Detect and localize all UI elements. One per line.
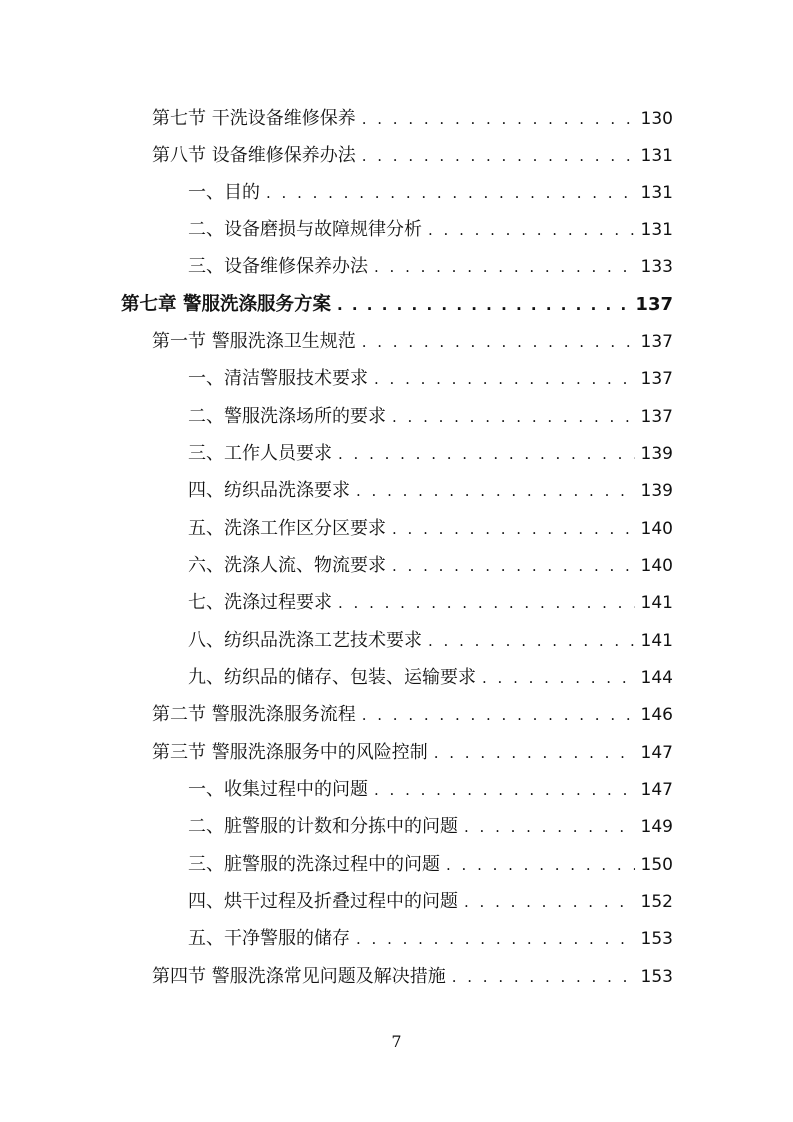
toc-entry-page: 137 xyxy=(640,332,673,352)
toc-dot-leader xyxy=(434,735,635,772)
toc-entry[interactable] xyxy=(188,435,673,472)
toc-entry-page: 139 xyxy=(640,481,673,501)
toc-dot-leader xyxy=(337,287,629,324)
toc-dot-leader xyxy=(338,585,635,622)
toc-entry-title: 八、纺织品洗涤工艺技术要求 xyxy=(188,630,422,651)
toc-entry[interactable] xyxy=(152,958,673,995)
toc-entry-title: 五、干净警服的储存 xyxy=(188,928,350,949)
toc-entry-title: 三、脏警服的洗涤过程中的问题 xyxy=(188,854,440,875)
toc-entry[interactable] xyxy=(188,472,673,509)
toc-entry[interactable] xyxy=(188,547,673,584)
toc-entry-page: 153 xyxy=(640,967,673,987)
toc-entry-title: 一、收集过程中的问题 xyxy=(188,779,368,800)
toc-entry[interactable] xyxy=(188,883,673,920)
toc-entry-title: 二、警服洗涤场所的要求 xyxy=(188,406,386,427)
toc-entry-page: 131 xyxy=(640,220,673,240)
toc-entry-title: 四、纺织品洗涤要求 xyxy=(188,480,350,501)
toc-entry-page: 141 xyxy=(640,631,673,651)
toc-entry-title: 一、目的 xyxy=(188,182,260,203)
toc-entry-page: 147 xyxy=(640,780,673,800)
toc-entry-page: 149 xyxy=(640,817,673,837)
toc-entry[interactable] xyxy=(188,808,673,845)
toc-dot-leader xyxy=(374,249,635,286)
toc-entry-page: 133 xyxy=(640,257,673,277)
toc-dot-leader xyxy=(392,548,635,585)
toc-entry[interactable] xyxy=(188,659,673,696)
toc-chapter-entry[interactable] xyxy=(121,286,673,323)
toc-entry[interactable] xyxy=(188,174,673,211)
toc-entry-page: 152 xyxy=(640,892,673,912)
toc-entry-title: 一、清洁警服技术要求 xyxy=(188,368,368,389)
toc-dot-leader xyxy=(374,772,635,809)
toc-dot-leader xyxy=(266,175,635,212)
toc-chapter-page: 137 xyxy=(635,294,673,315)
toc-dot-leader xyxy=(374,361,635,398)
toc-entry-title: 第一节 警服洗涤卫生规范 xyxy=(152,331,356,352)
toc-dot-leader xyxy=(356,473,635,510)
toc-entry-page: 144 xyxy=(640,668,673,688)
toc-entry-title: 六、洗涤人流、物流要求 xyxy=(188,555,386,576)
toc-dot-leader xyxy=(482,660,635,697)
toc-dot-leader xyxy=(362,138,635,175)
toc-entry[interactable] xyxy=(152,734,673,771)
toc-entry[interactable] xyxy=(188,846,673,883)
toc-entry[interactable] xyxy=(152,137,673,174)
toc-entry-page: 137 xyxy=(640,369,673,389)
toc-dot-leader xyxy=(464,809,635,846)
toc-entry[interactable] xyxy=(188,510,673,547)
toc-dot-leader xyxy=(362,101,635,138)
toc-entry[interactable] xyxy=(152,100,673,137)
toc-entry-title: 第七节 干洗设备维修保养 xyxy=(152,108,356,129)
toc-entry[interactable] xyxy=(188,398,673,435)
toc-entry-title: 三、设备维修保养办法 xyxy=(188,256,368,277)
toc-dot-leader xyxy=(428,212,635,249)
toc-entry[interactable] xyxy=(188,920,673,957)
toc-dot-leader xyxy=(464,884,635,921)
toc-entry-title: 第三节 警服洗涤服务中的风险控制 xyxy=(152,742,428,763)
toc-entry-title: 七、洗涤过程要求 xyxy=(188,592,332,613)
toc-entry-page: 150 xyxy=(640,855,673,875)
toc-entry-page: 146 xyxy=(640,705,673,725)
toc-entry[interactable] xyxy=(152,696,673,733)
toc-dot-leader xyxy=(392,511,635,548)
toc-dot-leader xyxy=(428,623,635,660)
toc-entry[interactable] xyxy=(188,584,673,621)
toc-entry-page: 147 xyxy=(640,743,673,763)
toc-entry-title: 三、工作人员要求 xyxy=(188,443,332,464)
toc-entry-page: 153 xyxy=(640,929,673,949)
toc-entry[interactable] xyxy=(152,323,673,360)
toc-entry-title: 第八节 设备维修保养办法 xyxy=(152,145,356,166)
toc-entry-page: 130 xyxy=(640,109,673,129)
toc-entry[interactable] xyxy=(188,622,673,659)
page-number: 7 xyxy=(391,1032,402,1051)
toc-dot-leader xyxy=(392,399,635,436)
toc-entry-title: 四、烘干过程及折叠过程中的问题 xyxy=(188,891,458,912)
toc-entry-title: 第二节 警服洗涤服务流程 xyxy=(152,704,356,725)
toc-entry-title: 五、洗涤工作区分区要求 xyxy=(188,518,386,539)
toc-entry-page: 141 xyxy=(640,593,673,613)
toc-entry-title: 九、纺织品的储存、包装、运输要求 xyxy=(188,667,476,688)
toc-entry-page: 131 xyxy=(640,183,673,203)
toc-entry[interactable] xyxy=(188,771,673,808)
toc-entry-title: 二、设备磨损与故障规律分析 xyxy=(188,219,422,240)
toc-dot-leader xyxy=(338,436,635,473)
toc-dot-leader xyxy=(452,959,635,996)
toc-chapter-title: 第七章 警服洗涤服务方案 xyxy=(121,294,331,315)
toc-entry-page: 137 xyxy=(640,407,673,427)
toc-entry-page: 139 xyxy=(640,444,673,464)
toc-dot-leader xyxy=(362,697,635,734)
toc-dot-leader xyxy=(362,324,635,361)
toc-entry[interactable] xyxy=(188,360,673,397)
toc-entry-page: 140 xyxy=(640,556,673,576)
toc-entry-title: 第四节 警服洗涤常见问题及解决措施 xyxy=(152,966,446,987)
toc-entry-page: 140 xyxy=(640,519,673,539)
toc-entry-page: 131 xyxy=(640,146,673,166)
toc-entry-title: 二、脏警服的计数和分拣中的问题 xyxy=(188,816,458,837)
toc-entry[interactable] xyxy=(188,211,673,248)
toc-dot-leader xyxy=(446,847,635,884)
toc-dot-leader xyxy=(356,921,635,958)
toc-entry[interactable] xyxy=(188,248,673,285)
